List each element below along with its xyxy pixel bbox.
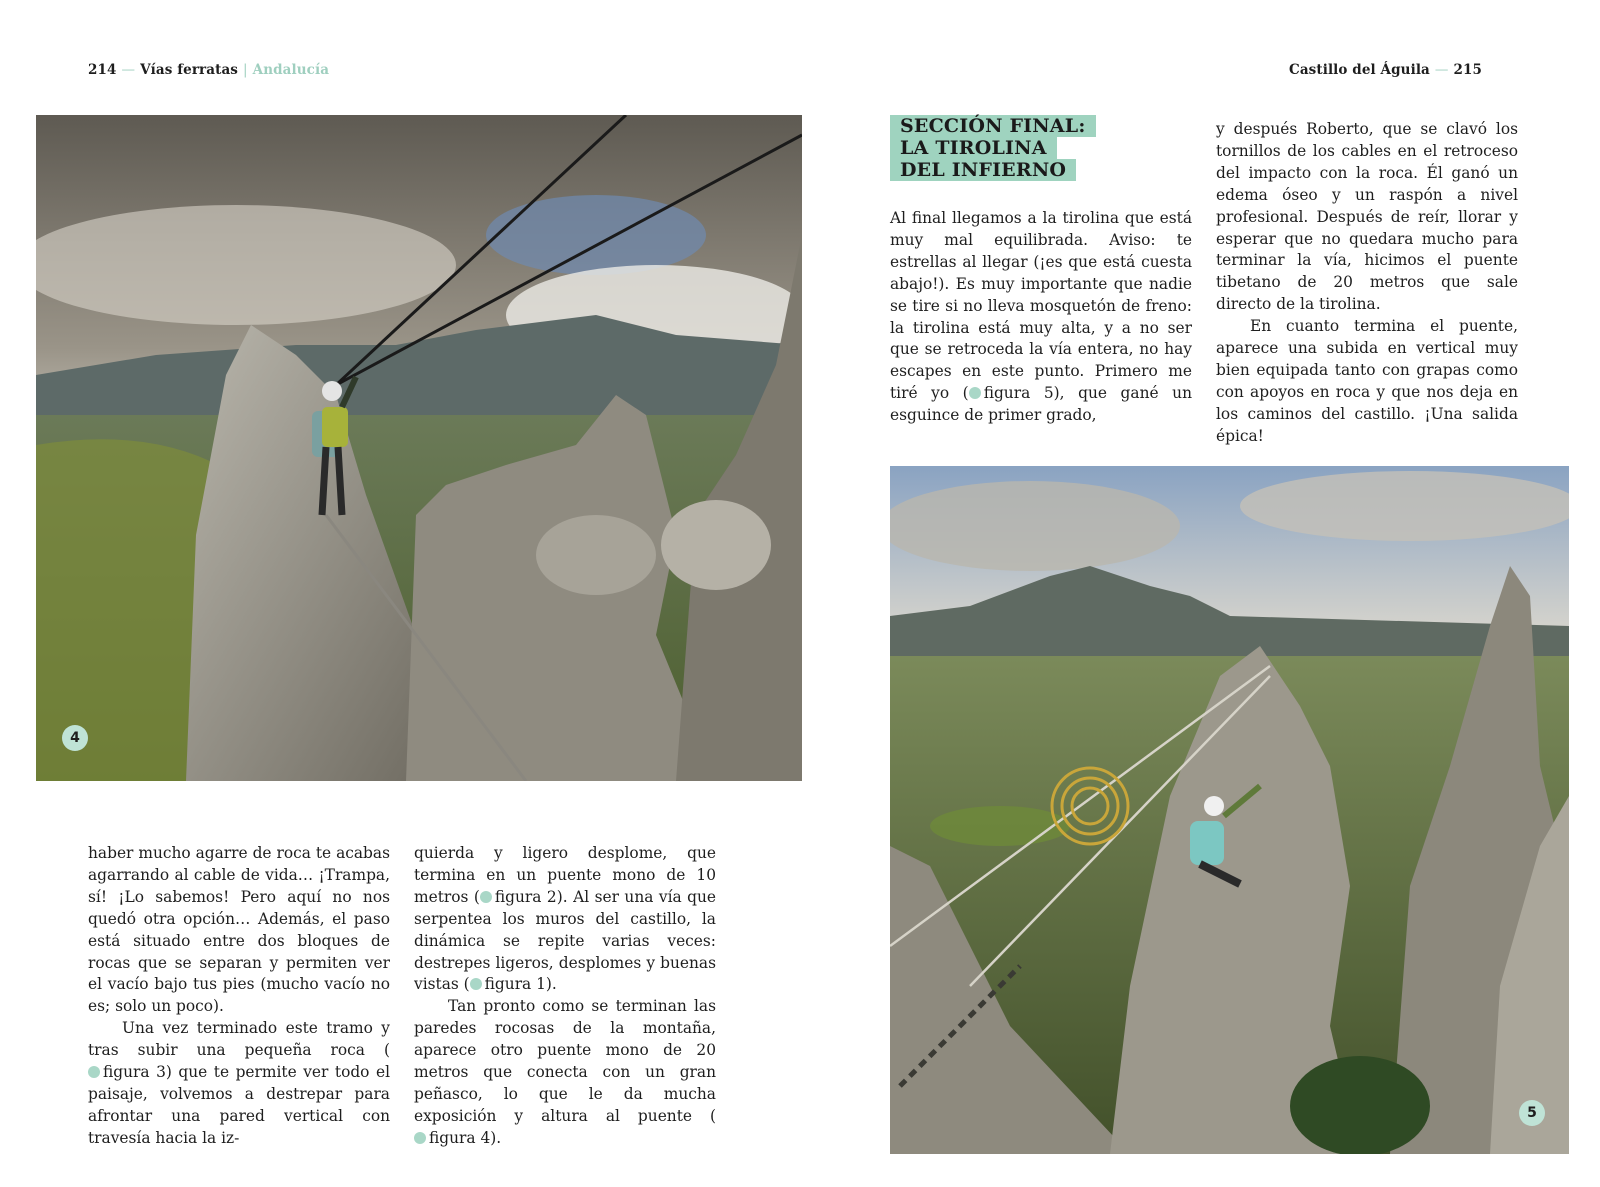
photo-illustration	[36, 115, 802, 781]
figure-5-photo	[890, 466, 1569, 1154]
figure-reference-label: figura 4	[429, 1128, 491, 1147]
text-run: ) que te permite ver todo el paisaje, volvemos a destrepar para afrontar una pared vertical con travesía hacia la iz-	[88, 1063, 390, 1147]
figure-dot-icon	[88, 1066, 100, 1078]
section-heading	[890, 115, 1096, 181]
figure-dot-icon	[414, 1132, 426, 1144]
figure-reference[interactable]	[470, 975, 546, 993]
text-run: quierda y ligero desplome, que termina en un puente mono de 10 metros (	[414, 844, 716, 906]
text-run: Tan pronto como se terminan las paredes rocosas de la montaña, aparece otro puente mono de 20 metros que conecta con un gran peñasco, lo que le da mucha exposición y altura al puente (	[414, 997, 716, 1125]
photo-illustration	[890, 466, 1569, 1154]
chapter-title: Castillo del Águila	[1288, 62, 1430, 78]
figure-reference[interactable]	[969, 384, 1054, 402]
figure-4-photo	[36, 115, 802, 781]
figure-reference-label: figura 2	[494, 887, 557, 906]
section-heading-line: SECCIÓN FINAL:	[890, 115, 1096, 137]
separator-dash: —	[1434, 62, 1449, 78]
region-label: Andalucía	[252, 62, 330, 78]
figure-reference-label: figura 1	[484, 975, 546, 994]
page-number-left: 214	[88, 62, 117, 78]
figure-reference[interactable]	[88, 1063, 166, 1081]
paragraph	[414, 996, 716, 1149]
text-run: ). Al ser una vía que serpentea los muros del castillo, la dinámica se repite varias veces: destrepes ligeros, desplomes y buenas vistas (	[414, 887, 716, 994]
paragraph: y después Roberto, que se clavó los tornillos de los cables en el retroceso del impacto con la roca. Él ganó un edema óseo y un raspón a nivel profesional. Después de reír, llorar y esperar que no quedara mucho para terminar la vía, hicimos el puente tibetano de 20 metros que sale directo de la tirolina.	[1216, 120, 1518, 314]
running-head-right	[1289, 62, 1482, 78]
figure-reference-label: figura 5	[983, 384, 1054, 403]
figure-dot-icon	[969, 387, 981, 399]
paragraph	[890, 208, 1192, 427]
text-run: Al final llegamos a la tirolina que está muy mal equilibrada. Aviso: te estrellas al llegar (¡es que está cuesta abajo!). Es muy importante que nadie se tire si no lleva mosquetón de freno: la tirolina está muy alta, y a no ser que se retroceda la vía entera, no hay escapes en este punto. Primero me tiré yo (	[890, 209, 1192, 403]
text-run: Una vez terminado este tramo y tras subir una pequeña roca (	[88, 1019, 390, 1060]
paragraph: haber mucho agarre de roca te acabas agarrando al cable de vida… ¡Trampa, sí! ¡Lo sabemos! Pero aquí no nos quedó otra opción… Además, el paso está situado entre dos bloques de rocas que se separan y permiten ver el vacío bajo tus pies (mucho vacío no es; solo un poco).	[88, 844, 390, 1016]
section-heading-line: DEL INFIERNO	[890, 159, 1076, 181]
figure-dot-icon	[480, 891, 492, 903]
figure-number-badge: 5	[1519, 1100, 1545, 1126]
text-run: ).	[545, 975, 557, 994]
page-number-right: 215	[1453, 62, 1482, 78]
running-head-left	[88, 62, 329, 78]
paragraph: En cuanto termina el puente, aparece una subida en vertical muy bien equipada tanto con grapas como con apoyos en roca y que nos deja en los caminos del castillo. ¡Una salida épica!	[1216, 317, 1518, 445]
text-column-left-2	[414, 843, 716, 1150]
text-column-right-2	[1216, 119, 1518, 448]
text-run: ), que gané un esguince de primer grado,	[890, 384, 1192, 425]
figure-reference[interactable]	[414, 1129, 490, 1147]
paragraph	[414, 843, 716, 996]
text-run: ).	[490, 1128, 502, 1147]
figure-reference-label: figura 3	[103, 1063, 166, 1082]
text-column-left-1	[88, 843, 390, 1150]
figure-dot-icon	[470, 978, 482, 990]
section-heading-line: LA TIROLINA	[890, 137, 1057, 159]
separator-bar: |	[243, 62, 248, 78]
figure-number-badge: 4	[62, 725, 88, 751]
book-title: Vías ferratas	[140, 62, 238, 78]
separator-dash: —	[121, 62, 136, 78]
paragraph	[88, 1018, 390, 1149]
figure-reference[interactable]	[480, 888, 557, 906]
text-column-right-1	[890, 208, 1192, 427]
